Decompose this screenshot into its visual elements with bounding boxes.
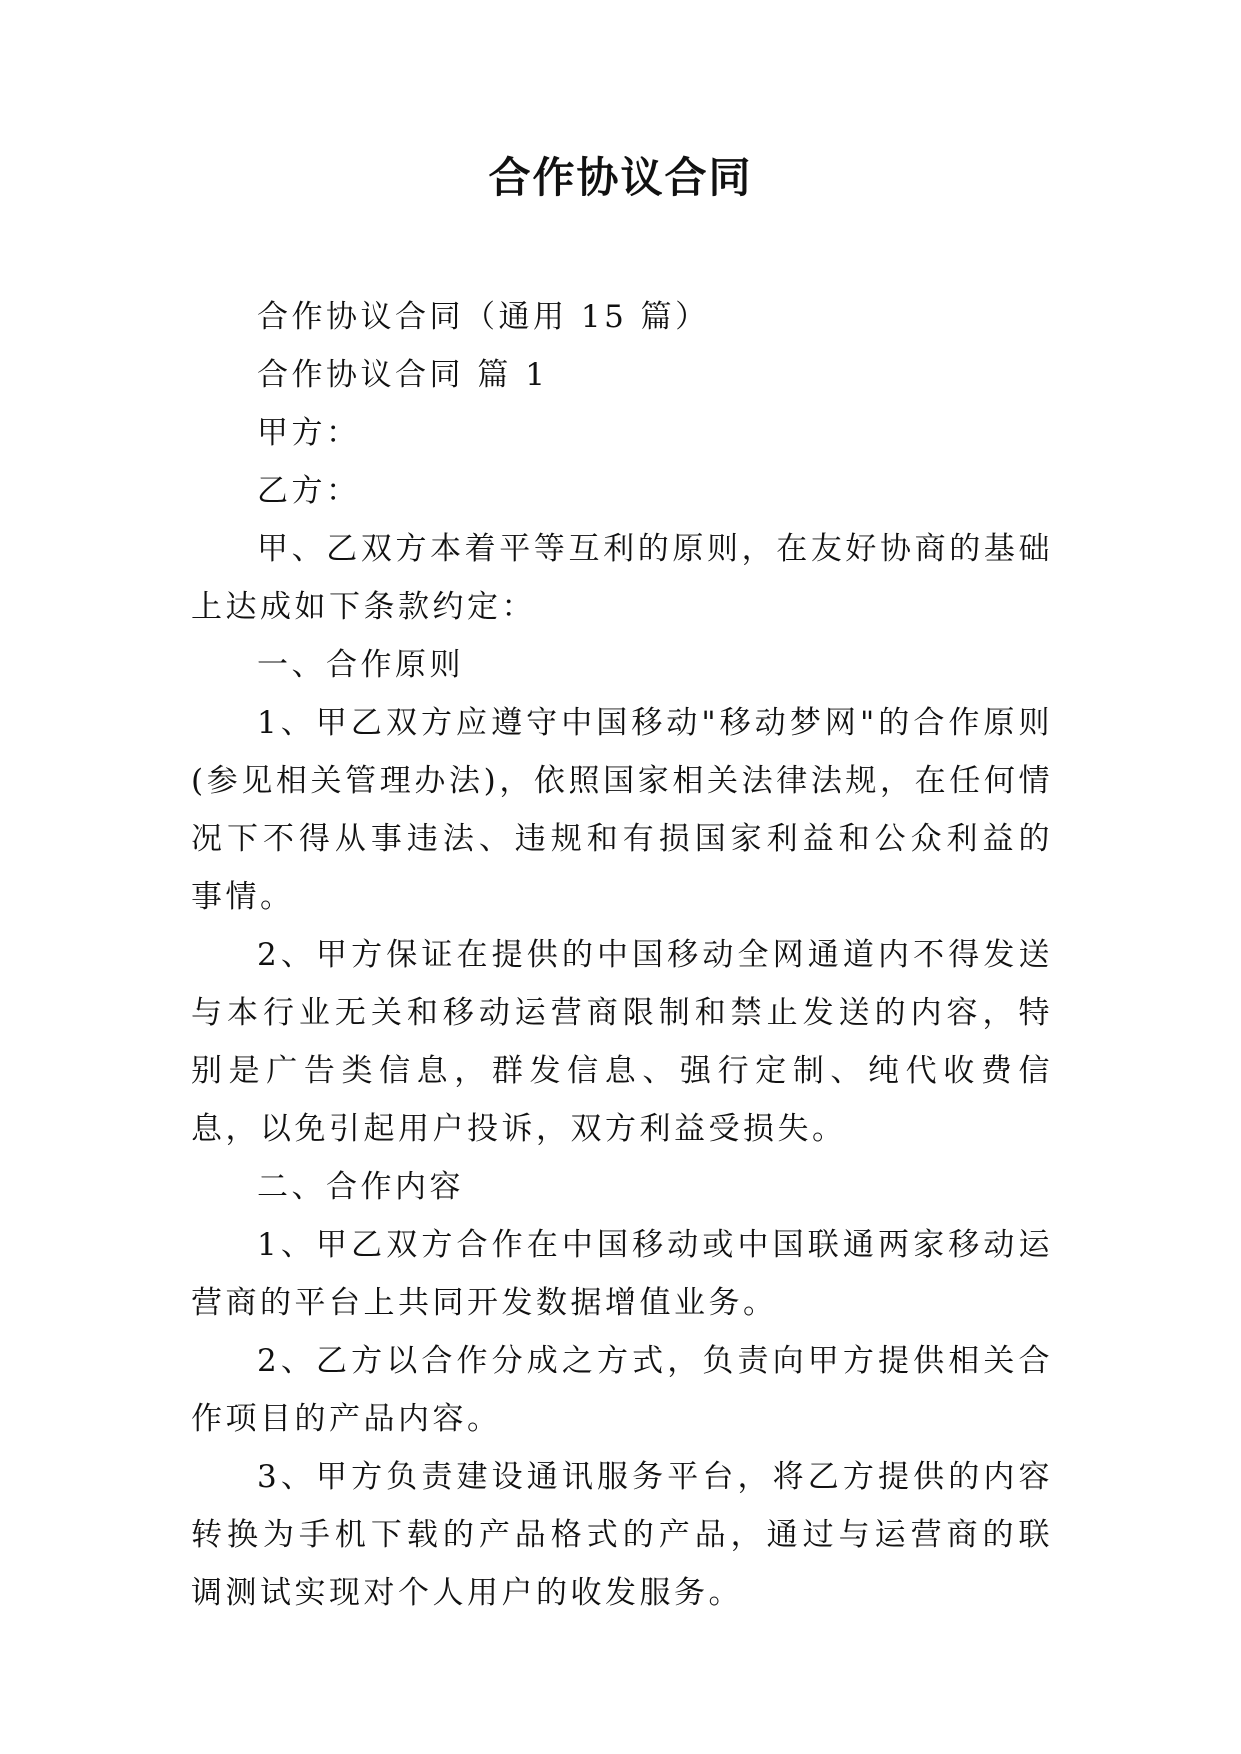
- paragraph-content-3: 3、甲方负责建设通讯服务平台，将乙方提供的内容转换为手机下载的产品格式的产品，通过与运营商的联调测试实现对个人用户的收发服务。: [191, 1459, 1053, 1611]
- paragraph-content-1: 1、甲乙双方合作在中国移动或中国联通两家移动运营商的平台上共同开发数据增值业务。: [191, 1227, 1053, 1321]
- paragraph-preamble: 甲、乙双方本着平等互利的原则，在友好协商的基础上达成如下条款约定：: [191, 531, 1053, 625]
- paragraph-subtitle: 合作协议合同（通用 15 篇）: [257, 299, 710, 335]
- paragraph-heading-principles: 一、合作原则: [257, 647, 464, 683]
- paragraph-section-heading: 合作协议合同 篇 1: [257, 357, 549, 393]
- paragraph-content-2: 2、乙方以合作分成之方式，负责向甲方提供相关合作项目的产品内容。: [191, 1343, 1053, 1437]
- paragraph-party-a: 甲方：: [257, 415, 361, 451]
- document-title: 合作协议合同: [488, 153, 753, 202]
- paragraph-principle-1: 1、甲乙双方应遵守中国移动"移动梦网"的合作原则(参见相关管理办法)，依照国家相关法律法规，在任何情况下不得从事违法、违规和有损国家利益和公众利益的事情。: [191, 705, 1053, 915]
- paragraph-principle-2: 2、甲方保证在提供的中国移动全网通道内不得发送与本行业无关和移动运营商限制和禁止发送的内容，特别是广告类信息，群发信息、强行定制、纯代收费信息，以免引起用户投诉，双方利益受损失。: [191, 937, 1053, 1147]
- paragraph-heading-content: 二、合作内容: [257, 1169, 464, 1205]
- paragraph-party-b: 乙方：: [257, 473, 361, 509]
- document-body: [191, 288, 1053, 1622]
